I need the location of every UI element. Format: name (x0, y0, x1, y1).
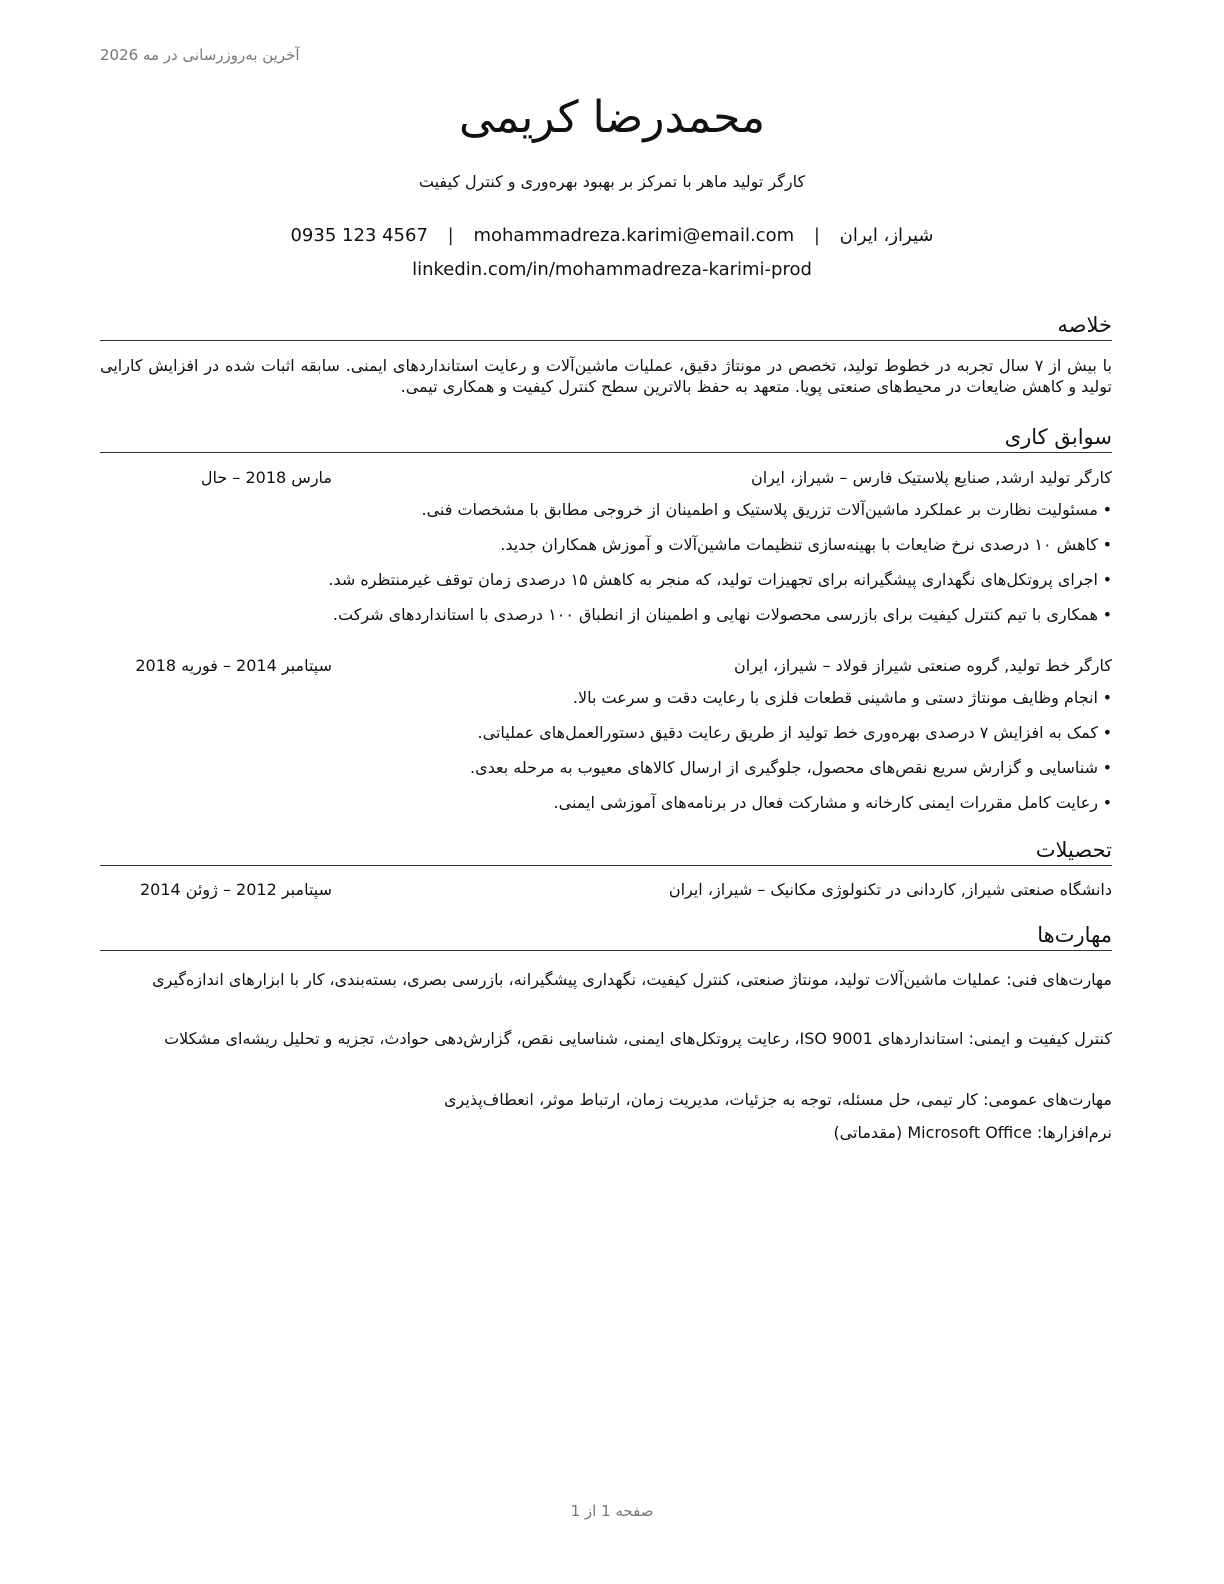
list-item: •انجام وظایف مونتاژ دستی و ماشینی قطعات فلزی با رعایت دقت و سرعت بالا. (572, 688, 1112, 707)
bullet-icon: • (1102, 758, 1112, 777)
summary-text: با بیش از ۷ سال تجربه در خطوط تولید، تخصص در مونتاژ دقیق، عملیات ماشین‌آلات و رعایت استانداردهای ایمنی. سابقه اثبات شده در افزایش کارایی تولید و کاهش ضایعات در محیط‌های صنعتی پویا. متعهد به حفظ بالاترین سطح کنترل کیفیت و همکاری تیمی. (100, 356, 1113, 396)
job-title-company: کارگر خط تولید, گروه صنعتی شیراز فولاد – شیراز، ایران (734, 656, 1112, 675)
linkedin-link[interactable]: linkedin.com/in/mohammadreza-karimi-prod (412, 259, 812, 280)
email-link[interactable]: mohammadreza.karimi@email.com (473, 225, 795, 246)
bullet-icon: • (1102, 688, 1112, 707)
contact-line (0, 225, 1224, 246)
job-dates: سپتامبر 2014 – فوریه 2018 (135, 656, 332, 675)
education-entry (100, 880, 1112, 902)
education-school: دانشگاه صنعتی شیراز, کاردانی در تکنولوژی مکانیک – شیراز، ایران (668, 880, 1112, 899)
education-dates: سپتامبر 2012 – ژوئن 2014 (139, 880, 332, 899)
skill-line: کنترل کیفیت و ایمنی: استانداردهای ISO 9001، رعایت پروتکل‌های ایمنی، شناسایی نقص، گزارش‌دهی حوادث، تجزیه و تحلیل ریشه‌ای مشکلات (164, 1029, 1112, 1048)
tagline: کارگر تولید ماهر با تمرکز بر بهبود بهره‌وری و کنترل کیفیت (418, 172, 806, 191)
job-title-company: کارگر تولید ارشد, صنایع پلاستیک فارس – شیراز، ایران (751, 468, 1112, 487)
contact-separator: | (813, 225, 820, 246)
candidate-name: محمدرضا کریمی (458, 92, 766, 143)
list-item: •رعایت کامل مقررات ایمنی کارخانه و مشارکت فعال در برنامه‌های آموزشی ایمنی. (553, 793, 1112, 812)
skill-line: مهارت‌های عمومی: کار تیمی، حل مسئله، توجه به جزئیات، مدیریت زمان، ارتباط موثر، انعطاف‌پذیری (444, 1090, 1112, 1109)
bullet-icon: • (1102, 793, 1112, 812)
list-item: •همکاری با تیم کنترل کیفیت برای بازرسی محصولات نهایی و اطمینان از انطباق ۱۰۰ درصدی با استانداردهای شرکت. (332, 605, 1112, 624)
list-item: •اجرای پروتکل‌های نگهداری پیشگیرانه برای تجهیزات تولید، که منجر به کاهش ۱۵ درصدی زمان توقف غیرمنتظره شد. (328, 570, 1112, 589)
job-bullets (100, 499, 1112, 639)
education-heading: تحصیلات (100, 836, 1112, 866)
last-updated: آخرین به‌روزرسانی در مه 2026 (100, 46, 300, 64)
contact-separator: | (447, 225, 454, 246)
summary-heading: خلاصه (100, 311, 1112, 341)
bullet-icon: • (1102, 500, 1112, 519)
bullet-icon: • (1102, 605, 1112, 624)
list-item: •شناسایی و گزارش سریع نقص‌های محصول، جلوگیری از ارسال کالاهای معیوب به مرحله بعدی. (470, 758, 1112, 777)
phone: 0935 123 4567 (290, 225, 428, 246)
list-item: •کاهش ۱۰ درصدی نرخ ضایعات با بهینه‌سازی تنظیمات ماشین‌آلات و آموزش همکاران جدید. (500, 535, 1112, 554)
job-bullets (100, 687, 1112, 827)
skill-line: نرم‌افزارها: Microsoft Office (مقدماتی) (833, 1123, 1112, 1142)
job-header (100, 468, 1112, 490)
bullet-icon: • (1102, 535, 1112, 554)
page-number: صفحه 1 از 1 (570, 1502, 654, 1520)
skills-heading: مهارت‌ها (100, 921, 1112, 951)
job-header (100, 656, 1112, 678)
job-dates: مارس 2018 – حال (200, 468, 332, 487)
skill-line: مهارت‌های فنی: عملیات ماشین‌آلات تولید، مونتاژ صنعتی، کنترل کیفیت، نگهداری پیشگیرانه، بازرسی بصری، بسته‌بندی، کار با ابزارهای اندازه‌گیری (152, 970, 1112, 989)
bullet-icon: • (1102, 570, 1112, 589)
experience-heading: سوابق کاری (100, 423, 1112, 453)
list-item: •مسئولیت نظارت بر عملکرد ماشین‌آلات تزریق پلاستیک و اطمینان از خروجی مطابق با مشخصات فنی. (421, 500, 1112, 519)
location: شیراز، ایران (839, 225, 934, 246)
list-item: •کمک به افزایش ۷ درصدی بهره‌وری خط تولید از طریق رعایت دقیق دستورالعمل‌های عملیاتی. (477, 723, 1112, 742)
bullet-icon: • (1102, 723, 1112, 742)
